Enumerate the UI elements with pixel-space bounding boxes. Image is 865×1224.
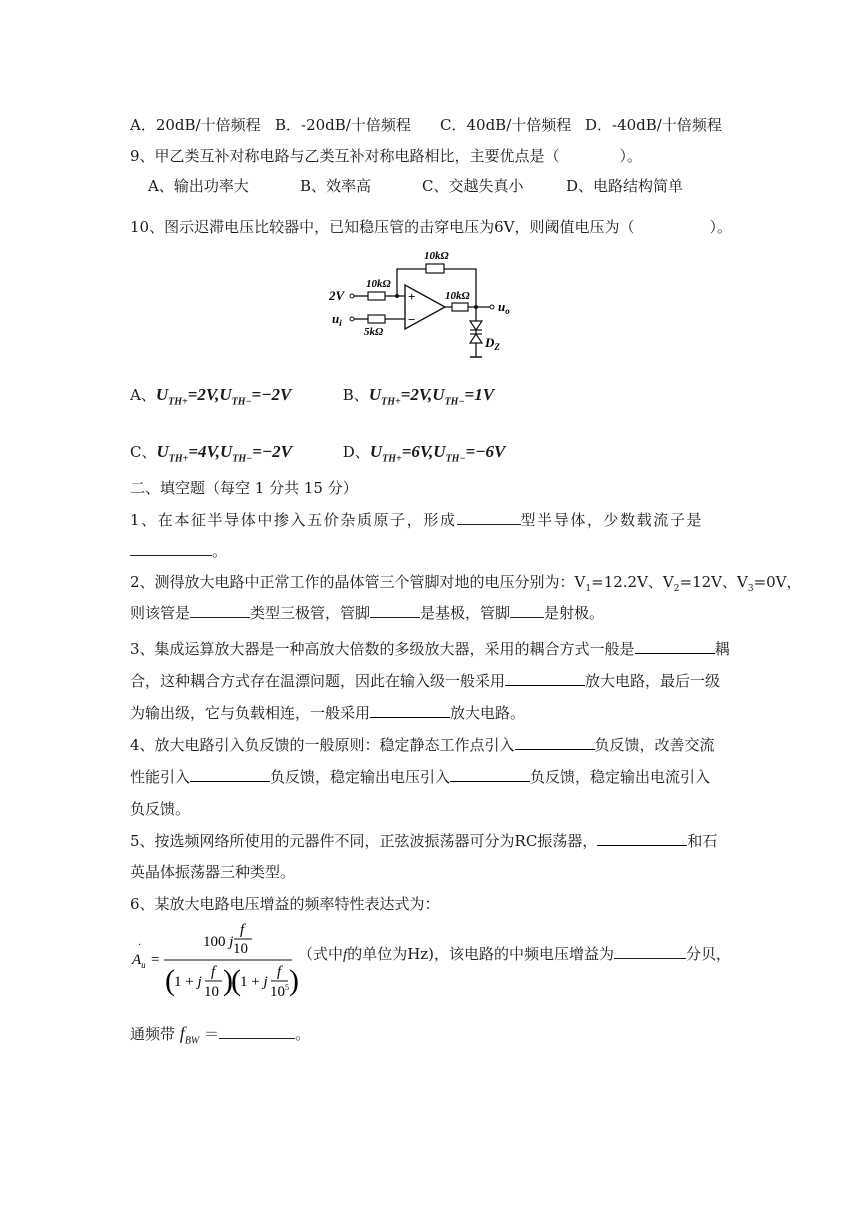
gain-symbol: $A_u$ — [132, 952, 146, 970]
minus-resistor-label: 5kΩ — [364, 326, 384, 338]
f3-line-3: 为输出级，它与负载相连，一般采用 放大电路。 — [130, 704, 526, 722]
svg-text:(: ( — [231, 964, 241, 997]
f1-blank-1[interactable] — [457, 510, 521, 525]
f6-blank-gain[interactable] — [614, 944, 686, 959]
zener-diode-upper — [470, 321, 482, 330]
minus-input-resistor — [368, 315, 385, 323]
f2-line-1: 2、测得放大电路中正常工作的晶体管三个管脚对地的电压分别为：$V_1=12.2V$、$V_2=12V$、$V_3=0V$， — [130, 573, 802, 594]
svg-text:105: $10^5$ — [270, 983, 289, 1000]
f2-blank-2[interactable] — [370, 603, 420, 618]
svg-text:f: f — [240, 922, 245, 938]
f4-line-2: 性能引入 负反馈，稳定输出电压引入 负反馈，稳定输出电流引入 — [130, 768, 711, 786]
f1-line-1: 1、在本征半导体中掺入五价杂质原子，形成 型半导体，少数载流子是 — [130, 511, 704, 529]
gain-dot: · — [138, 940, 142, 951]
q9-option-d: D、电路结构简单 — [566, 177, 684, 195]
q10-option-c-label: C、 — [130, 443, 157, 461]
q10-option-b-formula: $U_{TH+}=2V,U_{TH-}=1V$ — [368, 385, 495, 408]
svg-text:f: f — [277, 964, 282, 980]
f6-after-formula: （式中f的单位为Hz)，该电路的中频电压增益为 分贝， — [298, 945, 732, 963]
plus-input-resistor — [368, 292, 385, 300]
f3-line-1: 3、集成运算放大器是一种高放大倍数的多级放大器，采用的耦合方式一般是 耦 — [130, 640, 730, 658]
input-2v-label: 2V — [329, 288, 345, 303]
plus-resistor-label: 10kΩ — [366, 278, 391, 290]
f2-blank-1[interactable] — [190, 603, 250, 618]
svg-text:(: ( — [165, 964, 175, 997]
svg-text:f: f — [211, 964, 216, 980]
zener-label: $D_Z$ — [485, 335, 500, 352]
f1-line-2: 。 — [130, 541, 227, 561]
op-amp-minus: − — [408, 312, 416, 327]
q9-stem: 9、甲乙类互补对称电路与乙类互补对称电路相比，主要优点是（ ）。 — [130, 147, 643, 165]
f3-line-2: 合，这种耦合方式存在温漂问题，因此在输入级一般采用 放大电路，最后一级 — [130, 672, 721, 690]
f3-blank-2[interactable] — [505, 671, 585, 686]
f2-blank-3[interactable] — [510, 603, 544, 618]
q10-option-c-formula: $U_{TH+}=4V,U_{TH-}=-2V$ — [156, 442, 293, 465]
zener-diode-lower — [470, 334, 482, 343]
svg-text:=: = — [151, 952, 160, 968]
feedback-resistor-label: 10kΩ — [424, 250, 449, 262]
comparator-circuit-diagram — [328, 245, 528, 365]
q9-option-a: A、输出功率大 — [148, 177, 249, 195]
op-amp-plus: + — [408, 289, 416, 304]
f4-blank-1[interactable] — [515, 735, 595, 750]
q10-stem: 10、图示迟滞电压比较器中，已知稳压管的击穿电压为6V，则阈值电压为（ ）。 — [130, 218, 732, 236]
f4-blank-2[interactable] — [190, 767, 270, 782]
q10-option-d-formula: $U_{TH+}=6V,U_{TH-}=-6V$ — [369, 442, 506, 465]
f5-line-1: 5、按选频网络所使用的元器件不同，正弦波振荡器可分为RC振荡器， 和石 — [130, 832, 718, 850]
f2-line-2: 则该管是 类型三极管，管脚 是基极，管脚 是射极。 — [130, 604, 605, 622]
output-resistor — [452, 303, 468, 311]
f4-line-1: 4、放大电路引入负反馈的一般原则：稳定静态工作点引入 负反馈，改善交流 — [130, 736, 715, 754]
svg-text:10: 10 — [204, 984, 219, 1000]
f4-blank-3[interactable] — [450, 767, 530, 782]
q10-options-row-2 — [130, 442, 505, 469]
q8-option-d: D．-40dB/十倍频程 — [585, 116, 722, 134]
gain-formula — [130, 920, 300, 1005]
q10-options-row-1 — [130, 385, 494, 412]
q10-option-b-label: B、 — [342, 386, 369, 404]
f6-blank-bandwidth[interactable] — [219, 1024, 295, 1039]
f6-stem: 6、某放大电路电压增益的频率特性表达式为： — [130, 895, 440, 913]
f3-blank-1[interactable] — [635, 639, 715, 654]
q10-option-a-formula: $U_{TH+}=2V,U_{TH-}=-2V$ — [155, 385, 292, 408]
svg-text:): ) — [223, 964, 233, 997]
q8-option-c: C．40dB/十倍频程 — [440, 116, 572, 134]
feedback-resistor — [426, 264, 444, 273]
svg-text:10: 10 — [233, 941, 248, 957]
q8-option-a: A．20dB/十倍频程 — [130, 116, 261, 134]
q8-option-b: B．-20dB/十倍频程 — [275, 116, 411, 134]
output-resistor-label: 10kΩ — [445, 290, 470, 302]
q9-option-c: C、交越失真小 — [422, 177, 524, 195]
numerator: 100 j — [203, 934, 234, 950]
svg-text:): ) — [289, 964, 299, 997]
output-uo-label: $u_o$ — [498, 299, 510, 316]
f4-line-3: 负反馈。 — [130, 800, 191, 818]
svg-text:1 + j: 1 + j — [240, 974, 268, 990]
q10-option-a-label: A、 — [130, 386, 156, 404]
f5-line-2: 英晶体振荡器三种类型。 — [130, 863, 296, 881]
f3-blank-3[interactable] — [370, 703, 450, 718]
svg-text:1 + j: 1 + j — [174, 974, 202, 990]
f6-bandwidth-line: 通频带 $f_{BW}$ ＝ 。 — [130, 1023, 311, 1047]
input-ui-label: $u_i$ — [332, 311, 342, 328]
f5-blank-1[interactable] — [597, 831, 687, 846]
q10-option-d-label: D、 — [342, 443, 370, 461]
q9-option-b: B、效率高 — [300, 177, 372, 195]
q8-options — [130, 115, 722, 135]
q9-options — [148, 176, 683, 196]
f1-blank-2[interactable] — [130, 541, 212, 556]
section-2-heading: 二、填空题（每空 1 分共 15 分） — [130, 479, 358, 497]
